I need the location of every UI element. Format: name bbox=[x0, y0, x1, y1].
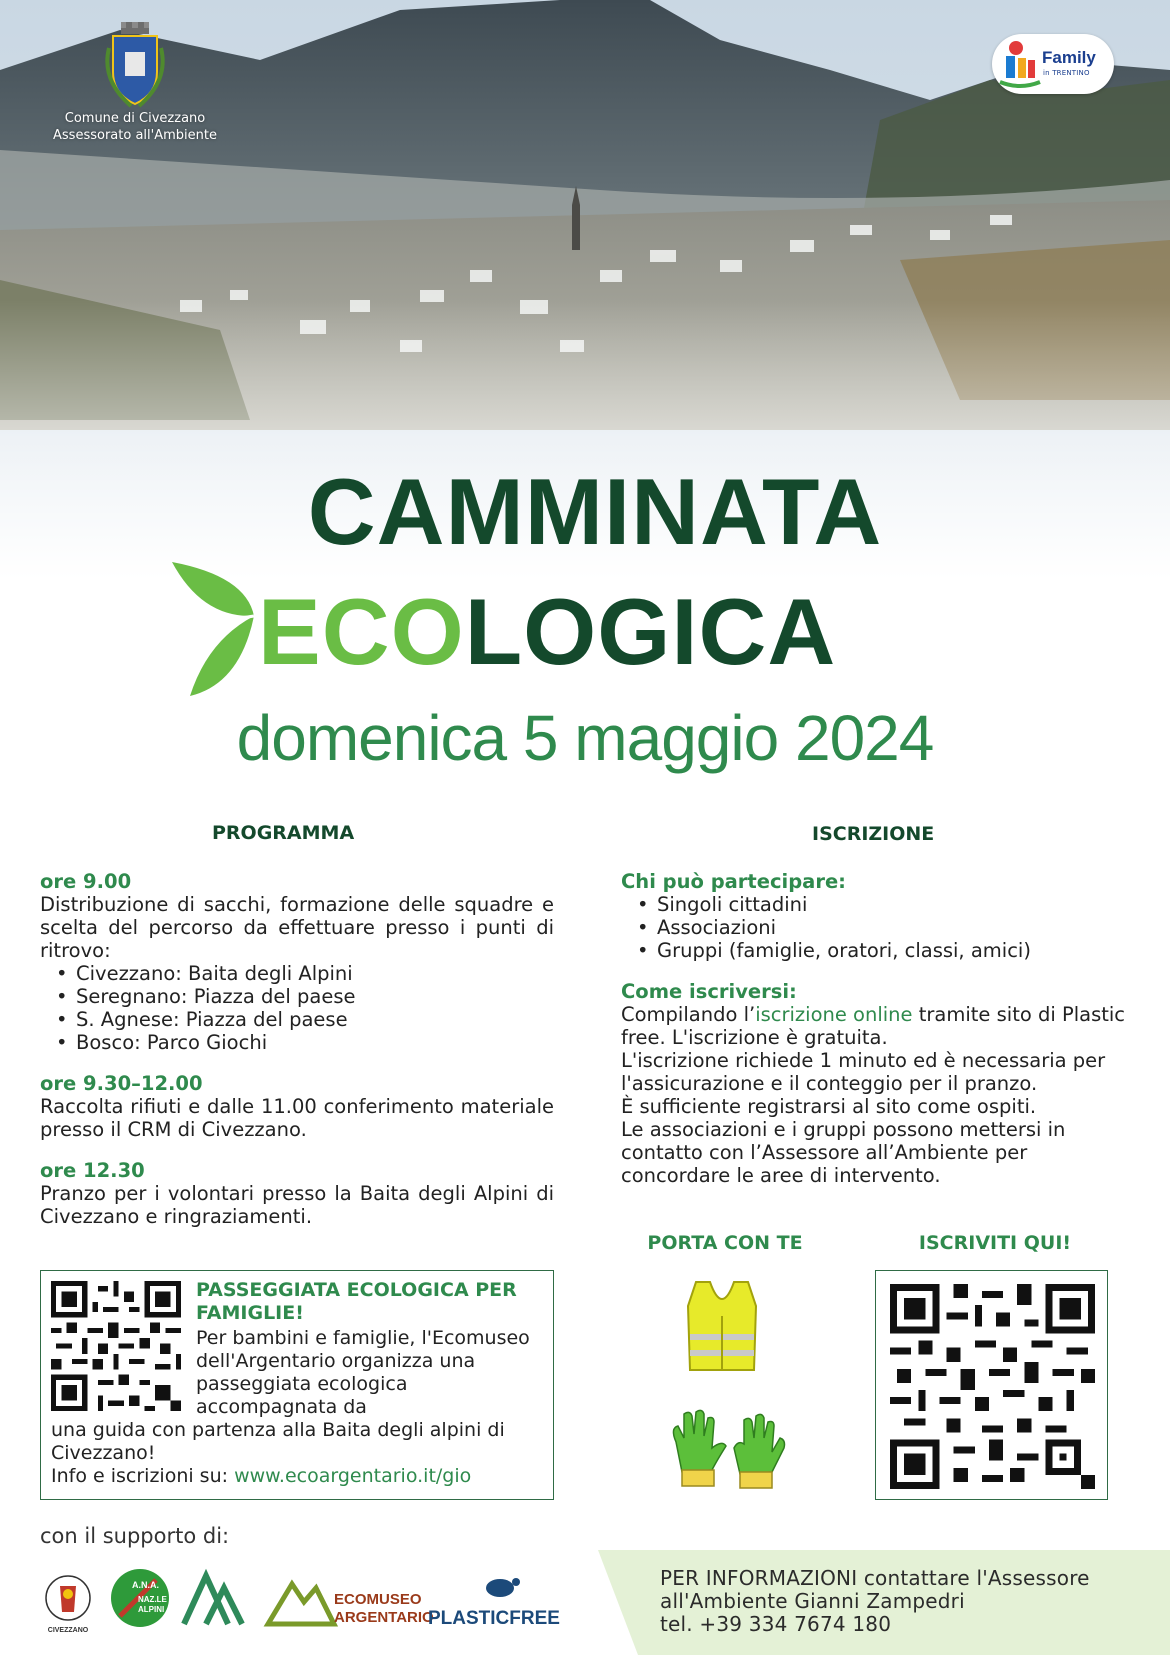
iscrizione-column bbox=[621, 870, 1126, 1205]
family-walk-tail-text: una guida con partenza alla Baita degli alpini di Civezzano! bbox=[51, 1419, 505, 1464]
argentario-label: ARGENTARIO bbox=[334, 1609, 434, 1626]
sponsor-logos bbox=[38, 1566, 578, 1636]
plasticfree-logo bbox=[428, 1578, 560, 1629]
assessorato-name: Assessorato all'Ambiente bbox=[53, 128, 217, 143]
title-camminata: CAMMINATA bbox=[307, 459, 883, 564]
come-post: tramite sito di Plastic free. L'iscrizione è gratuita. bbox=[621, 1003, 1126, 1049]
programma-time: ore 12.30 bbox=[40, 1159, 145, 1182]
info-box-wedge bbox=[598, 1550, 638, 1655]
ritrovo-list bbox=[40, 962, 554, 1054]
comune-logo bbox=[30, 20, 240, 144]
list-item: • Gruppi (famiglie, oratori, classi, amici) bbox=[621, 939, 1126, 962]
come-block bbox=[621, 980, 1126, 1187]
title-eco: ECO bbox=[258, 579, 465, 684]
title-logica: LOGICA bbox=[464, 579, 837, 684]
ana-alpini-label: ALPINI bbox=[138, 1605, 165, 1614]
ecomuseo-argentario-logo bbox=[268, 1584, 434, 1626]
list-item: • Civezzano: Baita degli Alpini bbox=[40, 962, 554, 985]
iscrizione-heading: ISCRIZIONE bbox=[812, 823, 935, 845]
plasticfree-qr-code[interactable] bbox=[890, 1284, 1095, 1489]
come-paragraph-3: È sufficiente registrarsi al sito come ospiti. bbox=[621, 1095, 1037, 1118]
list-item: • Bosco: Parco Giochi bbox=[40, 1031, 554, 1054]
programma-block bbox=[40, 1072, 554, 1141]
programma-block bbox=[40, 870, 554, 1054]
plasticfree-label: PLASTICFREE bbox=[428, 1608, 560, 1629]
programma-text: Pranzo per i volontari presso la Baita degli Alpini di Civezzano e ringraziamenti. bbox=[40, 1182, 554, 1228]
info-line-2: all'Ambiente Gianni Zampedri bbox=[660, 1589, 965, 1613]
family-logo-word: Family bbox=[1042, 48, 1096, 67]
info-text bbox=[660, 1567, 1160, 1636]
programma-time: ore 9.30–12.00 bbox=[40, 1072, 203, 1095]
come-pre: Compilando l’ bbox=[621, 1003, 756, 1026]
list-item: • Associazioni bbox=[621, 916, 1126, 939]
coat-of-arms-icon bbox=[95, 20, 175, 110]
programma-block bbox=[40, 1159, 554, 1228]
programma-text: Distribuzione di sacchi, formazione delle squadre e scelta del percorso da effettuare presso i punti di ritrovo: bbox=[40, 893, 554, 962]
family-in-trentino-logo bbox=[992, 34, 1114, 94]
vest-icon bbox=[682, 1276, 762, 1376]
family-logo-sub: in TRENTINO bbox=[1043, 69, 1090, 77]
info-phone[interactable]: tel. +39 334 7674 180 bbox=[660, 1612, 892, 1636]
list-item: • S. Agnese: Piazza del paese bbox=[40, 1008, 554, 1031]
event-date: domenica 5 maggio 2024 bbox=[236, 702, 934, 774]
alpini-logo bbox=[111, 1569, 169, 1627]
programma-column bbox=[40, 870, 554, 1246]
programma-heading: PROGRAMMA bbox=[212, 822, 355, 844]
title-ecologica bbox=[258, 579, 837, 684]
programma-text: Raccolta rifiuti e dalle 11.00 conferimento materiale presso il CRM di Civezzano. bbox=[40, 1095, 554, 1141]
chi-title: Chi può partecipare: bbox=[621, 870, 846, 893]
ecomuseo-label: ECOMUSEO bbox=[334, 1591, 422, 1608]
family-walk-text: Per bambini e famiglie, l'Ecomuseo dell'Argentario organizza una passeggiata ecologica accompagnata da bbox=[196, 1327, 530, 1418]
come-title: Come iscriversi: bbox=[621, 980, 797, 1003]
info-line-1: PER INFORMAZIONI contattare l'Assessore bbox=[660, 1566, 1090, 1590]
vigili-del-fuoco-logo bbox=[46, 1576, 90, 1634]
iscriviti-qr-box bbox=[875, 1270, 1108, 1500]
info-box bbox=[598, 1550, 1170, 1655]
info-prefix: Info e iscrizioni su: bbox=[51, 1465, 235, 1487]
support-label: con il supporto di: bbox=[40, 1524, 230, 1548]
porta-con-te-heading: PORTA CON TE bbox=[647, 1232, 803, 1254]
ana-label: A.N.A. bbox=[132, 1580, 159, 1590]
family-walk-info bbox=[51, 1465, 546, 1488]
gloves-icon bbox=[668, 1408, 788, 1490]
list-item: • Seregnano: Piazza del paese bbox=[40, 985, 554, 1008]
leaves-icon bbox=[168, 558, 258, 703]
come-paragraph bbox=[621, 1003, 1126, 1049]
family-walk-tail bbox=[51, 1419, 546, 1488]
ecoargentario-qr-code[interactable] bbox=[51, 1281, 181, 1411]
vvf-label: CIVEZZANO bbox=[47, 1627, 89, 1634]
iscrizione-online-link[interactable]: iscrizione online bbox=[755, 1003, 913, 1026]
iscriviti-heading: ISCRIVITI QUI! bbox=[918, 1232, 1072, 1254]
family-figures-icon bbox=[996, 38, 1044, 90]
comune-name: Comune di Civezzano bbox=[64, 111, 206, 126]
chi-list bbox=[621, 893, 1126, 962]
chi-block bbox=[621, 870, 1126, 962]
mountain-association-logo bbox=[184, 1576, 242, 1624]
ecoargentario-link[interactable]: www.ecoargentario.it/gio bbox=[234, 1465, 472, 1487]
programma-time: ore 9.00 bbox=[40, 870, 132, 893]
family-walk-box bbox=[40, 1270, 554, 1500]
come-paragraph-2: L'iscrizione richiede 1 minuto ed è necessaria per l'assicurazione e il conteggio per il pranzo. bbox=[621, 1049, 1106, 1095]
ana-naz-label: NAZ.LE bbox=[138, 1595, 167, 1604]
come-paragraph-4: Le associazioni e i gruppi possono mettersi in contatto con l’Assessore all’Ambiente per concordare le aree di intervento. bbox=[621, 1118, 1066, 1187]
family-walk-title: PASSEGGIATA ECOLOGICA PER FAMIGLIE! bbox=[196, 1279, 517, 1324]
list-item: • Singoli cittadini bbox=[621, 893, 1126, 916]
